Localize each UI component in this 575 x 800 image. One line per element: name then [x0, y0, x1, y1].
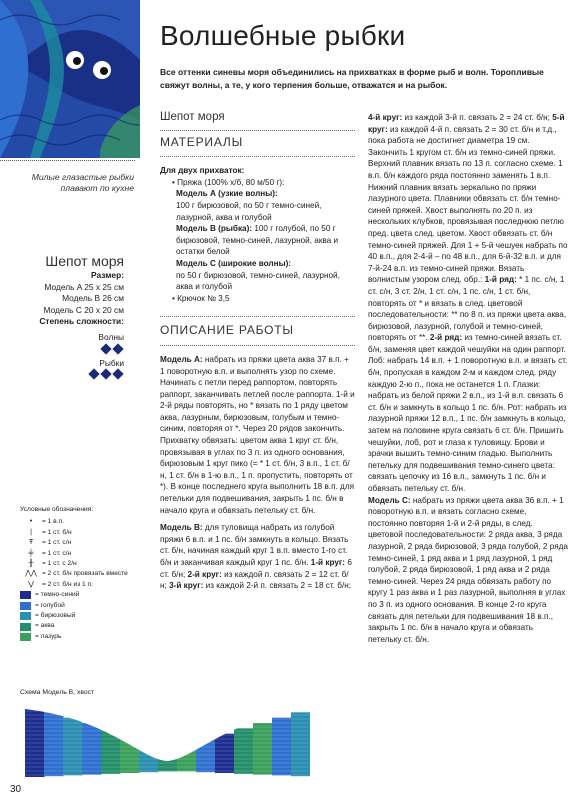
row-text: из темно-синей вязать ст. б/н, заменяя цвет каждой чешуйки на один раппорт. Лоб: набрать 14 в.п. + 1 поворотную в.п. и вязать ст. б/н, пропуская в каждом 2-м и каждом след. ряду каждую 2-ю п., пока не останется 1 п. Глазки: набрать из белой пряжи 2 в.п., из 1-й в.п. связать 6 ст. б/н и замкнуть в кольцо 1 пс. б/н. Рот: набрать из лазурной пряжи 12 в.п., 1 пс. б/н замкнуть в кольцо, затем на половине круга связать 6 ст. б/н. Пришить чешуйки, лоб, рот и глаза к туловищу. Брови и зрачки вышить темно-синим гладью. Выполнить петельку для подвешивания темно-синего цвета: связать цепочку из 16 в.п., замкнуть 1 пс. б/н и обвязать петельку ст. б/н. [368, 333, 568, 493]
modelA-text: 100 г бирюзовой, по 50 г темно-синей, лазурной, аква и голубой [176, 200, 322, 222]
divider [160, 316, 355, 317]
legend [20, 505, 140, 642]
stitch-symbol-icon: Ŧ [28, 539, 34, 547]
legend-color-row [20, 621, 140, 631]
legend-color-text: = темно-синий [35, 591, 80, 599]
stitch-symbol-icon: • [29, 518, 33, 526]
divider [160, 130, 355, 131]
modelB-desc: для туловища набрать из голубой пряжи 6 в.п. и 1 пс. б/н замкнуть в кольцо. Вязать ст. б/н, начиная каждый круг 1 в.п. вместо 1-го ст. б/н и заканчивая каждый круг 1 пс. б/н. [160, 523, 349, 567]
sidebar-info [0, 270, 124, 383]
stitch-symbol-icon: ⋁ [28, 580, 34, 588]
tail-stripe [25, 707, 45, 777]
row-label: 1-й ряд: [484, 275, 517, 285]
legend-color-text: = лазурь [35, 632, 62, 640]
legend-color-row [20, 601, 140, 611]
fish-label: Рыбки [99, 357, 124, 368]
modelA-desc: набрать из пряжи цвета аква 37 в.п. + 1 поворотную в.п. и выполнять узор по схеме. Начинать с петли перед раппортом, повторять раппорт, заканчивать петлей после раппорта. 1-й и 2-й ряды повторять, но * вязать по 1 ряду цветом аква, лазурным, бирюзовым, голубым и темно-синим, повторяя от *. Через 20 рядов закончить. Прихватку обвязать: цветом аква 1 круг ст. б/н, провязывая в углах по 3 п. из одного основания, бирюзовым 1 круг пико (= * 1 ст. б/н, 3 в.п., 1 ст. б/н, 1 ст. б/н в 1-ю в.п., 1 п. пропустить, повторять от *). В конце последнего круга выполнить 18 в.п. для петельки для подвешивания, закрыть 1 пс. б/н в начало круга и обвязать петельку ст. б/н. [160, 354, 355, 515]
modelC-heading: Модель С (широкие волны): [176, 258, 292, 268]
row-label: 2-й ряд: [429, 333, 463, 343]
diamond-icon [112, 368, 123, 379]
round-text: из каждой 3-й п. связать 2 = 24 ст. б/н; [402, 113, 553, 122]
column-2 [368, 112, 568, 645]
diamond-icon [112, 343, 123, 354]
description-heading: ОПИСАНИЕ РАБОТЫ [160, 323, 294, 338]
stitch-symbol-icon: | [30, 528, 32, 536]
round-label: 1-й круг: [310, 558, 346, 567]
page-subtitle: Все оттенки синевы моря объединились на прихватках в форме рыб и волн. Торопливые свяжут волны, а те, у кого терпения больше, отважатся и на рыбок. [160, 67, 544, 90]
page-number: 30 [10, 784, 22, 795]
fish-rating [0, 369, 124, 383]
legend-color-row [20, 632, 140, 642]
legend-symbol-row [20, 580, 140, 590]
tail-stripe [44, 712, 64, 776]
legend-symbol-row [20, 538, 140, 548]
round-label: 2-й круг: [187, 569, 222, 579]
diamond-icon [100, 343, 111, 354]
legend-text: = 1 в.п. [42, 518, 64, 526]
legend-text: = 2 ст. б/н из 1 п. [42, 580, 93, 588]
legend-title: Условные обозначения: [20, 506, 94, 513]
round-text: из каждой 4-й п. связать 2 = 30 ст. б/н и т.д., пока работа не достигнет диаметра 19 см. Закончить 1 кругом ст. б/н из темно-синей пряжи. Верхний плавник вязать по 13 п. согласно схеме. 1 в.п. б/н каждого ряда постоянно заменять 1 в.п. Нижний плавник вязать зеркально по пряжи лазурного цвета. Плавники обвязать ст. б/н темно-синей пряжей. Хвост выполнять по 20 п. из нескольких клубков, провязывая последнюю петлю пред. цвета след. цветом. Хвост обвязать ст. б/н темно-синей пряжей. Для 1 + 5-й чешуек набрать по 40 в.п., для 2-4-й – по 48 в.п., для 6-й-32 в.п. и для 7-й-24 в.п. из темно-синей пряжи. Вязать волнистым узором след. обр.: [368, 124, 568, 285]
tail-stripe [272, 718, 292, 776]
size-label: Размер: [91, 270, 124, 280]
diamond-icon [100, 368, 111, 379]
row-text: * 1 пс. с/н, 1 ст. с/н, 3 ст. 2/н, 1 ст. с/н, 1 пс. с/н, 1 ст. б/н, повторять от * и вязать в след. цветовой последовательности: ** по 8 п. из пряжи цвета аква, бирюзовой, лазурной, голубой и темно-синей, повторять от **. [368, 275, 567, 343]
tail-chart [25, 699, 310, 777]
materials-heading: МАТЕРИАЛЫ [160, 134, 243, 149]
yarn-line: • Пряжа (100% х/б, 80 м/50 г): [172, 177, 285, 187]
fish-photo [0, 0, 140, 158]
legend-color-row [20, 611, 140, 621]
waves-label: Волны [98, 331, 124, 342]
tail-stripe [63, 718, 83, 776]
divider [160, 156, 355, 157]
hook-line: • Крючок № 3,5 [172, 293, 230, 303]
modelB-text: 100 г голубой, по 50 г бирюзовой, темно-синей, лазурной, аква и остатки белой [176, 224, 339, 257]
legend-text: = 1 ст. б/н [42, 528, 72, 536]
round-label: 3-й круг: [169, 581, 204, 591]
round-label: 5-й круг: [368, 113, 565, 134]
modelA-desc-heading: Модель А: [160, 354, 203, 364]
page-title: Волшебные рыбки [160, 20, 406, 51]
color-swatch [20, 602, 31, 610]
legend-text: = 2 ст. б/н провязать вместе [42, 570, 128, 578]
waves-rating [0, 344, 124, 358]
tail-stripe [291, 712, 310, 776]
legend-symbol-row [20, 559, 140, 569]
round-text: из каждой п. связать 2 = 12 ст. б/н; [160, 569, 349, 591]
legend-text: = 1 ст. с/н [42, 549, 72, 557]
caption-divider [0, 160, 135, 161]
legend-symbol-row [20, 528, 140, 538]
stitch-symbol-icon: ⋀⋀ [25, 570, 37, 578]
legend-symbol-row [20, 569, 140, 579]
legend-color-text: = аква [35, 622, 55, 630]
divider [160, 345, 355, 346]
modelC-desc: набрать из пряжи цвета аква 36 в.п. + 1 поворотную в.п. и вязать согласно схеме, постоянно повторяя 1-й и 2-й ряды, в след. цветовой последовательности: 2 ряда аква, 3 ряда лазурной, 2 ряда бирюзовой, 3 ряда голубой, 2 ряда темно-синей, 1 ряд аква и 1 ряд лазурной, 1 ряд голубой, 2 ряда бирюзовой, 1 ряд аква и 2 ряда темно-синей. Через 24 ряда обвязать работу по кругу 1 раз аква и 1 раз лазурной, выполняя в углах по 3 п. из одного основания. В конце 2-го круга связать для петельки для подвешивания 18 в.п., закрыть 1 пс. б/н в начало круга и обвязать петельку ст. б/н. [368, 495, 568, 644]
size-item: Модель В 26 см [62, 293, 124, 304]
modelA-heading: Модель А (узкие волны): [176, 189, 278, 199]
difficulty-label: Степень сложности: [39, 316, 124, 327]
chart-label: Схема Модель В, хвост [20, 689, 95, 696]
round-label: 4-й круг: [368, 113, 403, 122]
legend-symbol-row [20, 517, 140, 527]
legend-color-row [20, 590, 140, 600]
size-item: Модель A 25 x 25 см [44, 281, 124, 292]
for-two-label: Для двух прихваток: [160, 166, 245, 176]
legend-color-text: = голубой [35, 601, 65, 609]
size-item: Модель С 20 x 20 см [43, 304, 124, 315]
legend-text: = 1 ст. с/н [42, 539, 72, 547]
modelC-text: по 50 г бирюзовой, темно-синей, лазурной, аква и голубой [176, 270, 340, 292]
round-text: 6 ст. б/н; [160, 558, 352, 579]
legend-color-text: = бирюзовый [35, 611, 76, 619]
stitch-symbol-icon: ╫ [28, 559, 34, 567]
color-swatch [20, 633, 31, 641]
modelB-desc-heading: Модель В: [160, 523, 203, 533]
color-swatch [20, 623, 31, 631]
round-text: из каждой 2-й п. связать 2 = 18 ст. б/н; [203, 581, 352, 591]
modelB-heading: Модель В (рыбка): [176, 224, 253, 234]
photo-caption: Милые глазастые рыбки плавают по кухне [31, 172, 134, 193]
section-heading: Шепот моря [160, 111, 225, 123]
legend-symbol-row [20, 549, 140, 559]
tail-chart-svg [25, 699, 310, 777]
diamond-icon [88, 368, 99, 379]
color-swatch [20, 591, 31, 599]
column-1 [160, 112, 355, 592]
sidebar-title: Шепот моря [45, 253, 124, 269]
legend-text: = 1 ст. с 2/н [42, 559, 77, 567]
stitch-symbol-icon: ╪ [28, 549, 34, 557]
color-swatch [20, 612, 31, 620]
modelC-desc-heading: Модель С: [368, 495, 411, 505]
